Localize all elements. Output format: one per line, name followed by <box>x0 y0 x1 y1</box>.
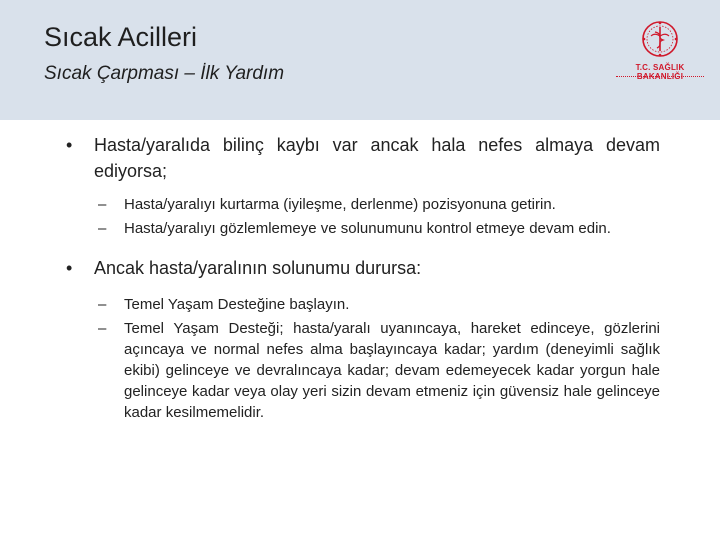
sub-bullet-marker: – <box>98 220 107 237</box>
sub-bullet-item <box>60 294 660 315</box>
sub-bullet-text: Temel Yaşam Desteği; hasta/yaralı uyanıncaya, hareket edinceye, gözlerini açıncaya ve normal nefes alma başlayıncaya kadar; yardım (deneyimli sağlık ekibi) gelinceye ve devralıncaya kadar; devam edemeyecek kadar yorgun hale gelinceye kadar veya olay yeri sizin devam etmeniz için güvensiz hale gelinceye kadar kesilmemelidir. <box>124 320 660 421</box>
sub-bullet-text: Hasta/yaralıyı gözlemlemeye ve solunumunu kontrol etmeye devam edin. <box>124 220 611 237</box>
sub-bullet-marker: – <box>98 196 107 213</box>
bullet-marker: • <box>66 135 73 155</box>
slide-header <box>0 0 720 120</box>
sub-bullet-marker: – <box>98 296 107 313</box>
bullet-item <box>60 255 660 281</box>
ministry-of-health-emblem-icon <box>639 18 681 60</box>
bullet-marker: • <box>66 258 73 278</box>
ministry-name: T.C. SAĞLIK BAKANLIĞI <box>635 63 685 81</box>
ministry-name-underline <box>616 76 704 79</box>
sub-bullet-text: Hasta/yaralıyı kurtarma (iyileşme, derlenme) pozisyonuna getirin. <box>124 196 556 213</box>
ministry-logo <box>612 18 708 92</box>
bullet-item <box>60 132 660 184</box>
slide-title: Sıcak Acilleri <box>44 22 198 52</box>
slide-subtitle: Sıcak Çarpması – İlk Yardım <box>44 63 285 84</box>
slide-body <box>60 132 660 423</box>
sub-bullet-item <box>60 194 660 215</box>
bullet-text: Hasta/yaralıda bilinç kaybı var ancak hala nefes almaya devam ediyorsa; <box>94 135 660 181</box>
sub-bullet-text: Temel Yaşam Desteğine başlayın. <box>124 296 350 313</box>
sub-bullet-marker: – <box>98 320 107 337</box>
sub-bullet-item <box>60 218 660 239</box>
sub-bullet-item <box>60 318 660 423</box>
bullet-text: Ancak hasta/yaralının solunumu durursa: <box>94 258 422 278</box>
